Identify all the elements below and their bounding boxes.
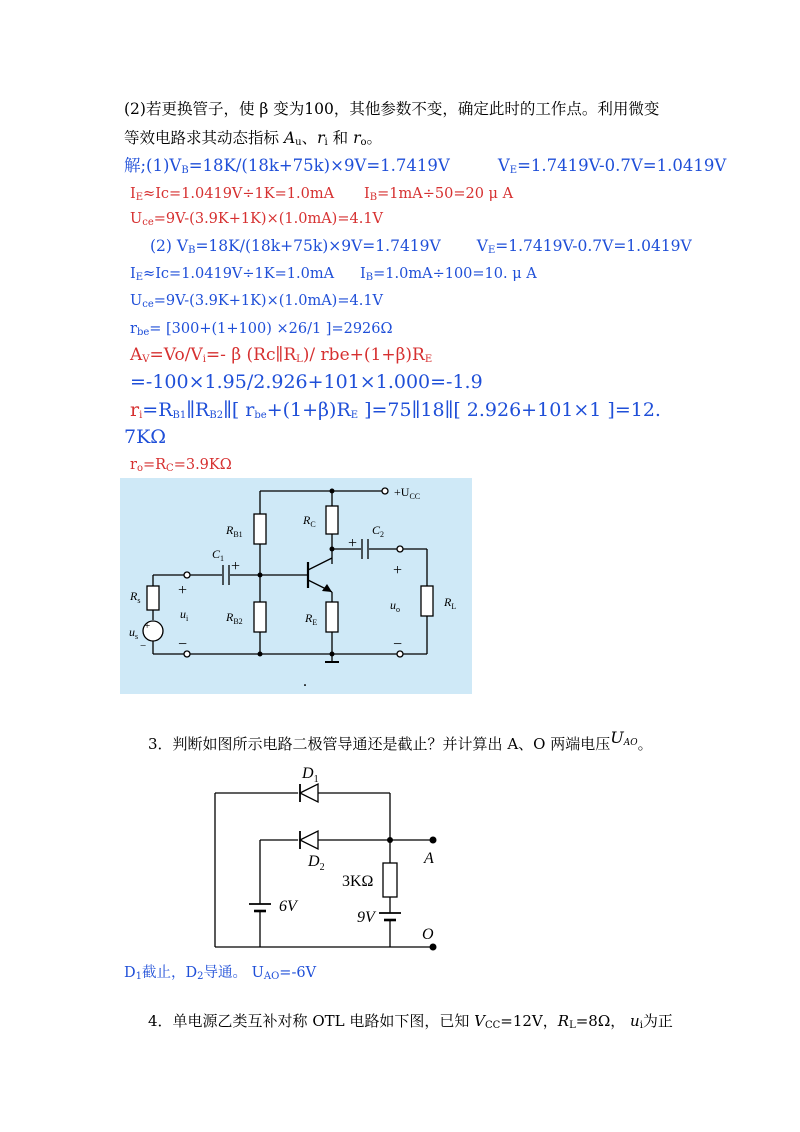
rl-label: $R_L$ — [444, 595, 457, 611]
solution-line3: $U_{ce}=9V-(3.9K+1K)\times(1.0mA)=4.1V$ — [130, 211, 384, 228]
input-minus-sign: − — [178, 636, 188, 653]
ro-line: $r_o=R_C=3.9K\Omega$ — [130, 457, 232, 474]
rs-label: $R_s$ — [130, 589, 141, 605]
us-label: $u_s$ — [129, 625, 139, 641]
q4-text: 4．单电源乙类互补对称 OTL 电路如下图，已知 $V_{CC}=12V$，$R_L=8\Omega$， $u_i$为正 — [148, 1012, 673, 1031]
q3-answer: $D_1$截止，$D_2$导通。 $U_{AO}=-6V$ — [124, 965, 317, 982]
c2-plus-sign: + — [348, 535, 358, 552]
uo-label: $u_o$ — [390, 598, 400, 614]
amplifier-circuit-diagram — [120, 478, 472, 694]
resistor-3k-label: 3KΩ — [342, 873, 374, 890]
ri-line2: 7KΩ — [124, 426, 167, 448]
d2-label: $D_2$ — [308, 853, 325, 873]
output-minus-sign: − — [393, 636, 403, 653]
output-plus-sign: + — [393, 562, 403, 579]
ui-label: $u_i$ — [180, 607, 189, 623]
part2-line3: $U_{ce}=9V-(3.9K+1K)\times(1.0mA)=4.1V$ — [130, 293, 384, 310]
battery-6v-label: 6V — [279, 898, 297, 915]
stray-dot: . — [303, 673, 307, 690]
rb1-label: $R_{B1}$ — [226, 523, 243, 539]
part2-line2: $I_E\approx Ic=1.0419V\div 1K=1.0mA$ $I_B=1.0mA\div 100=10$. μ A — [130, 266, 537, 283]
terminal-a-label: A — [424, 850, 434, 867]
av-calc-line: =-100×1.95/2.926+101×1.000=-1.9 — [130, 371, 483, 393]
input-plus-sign: + — [178, 582, 188, 599]
av-line: $A_V=Vo/V_i=-$ β $(Rc\parallel R_L)/$ $rbe+(1+\beta)R_E$ — [130, 345, 433, 365]
solution-line2: $I_E\approx Ic=1.0419V\div 1K=1.0mA$ $I_B=1mA\div 50=20$ μ A — [130, 186, 514, 203]
c1-plus-sign: + — [231, 558, 241, 575]
c2-label: $C_2$ — [372, 523, 385, 539]
terminal-o-label: O — [422, 926, 434, 943]
vcc-label: $+U_{CC}$ — [394, 485, 421, 501]
re-label: $R_E$ — [305, 611, 318, 627]
solution-line1: 解$;(1)V_B=18K/(18k+75k)\times 9V=1.7419V$ $V_E=1.7419V-0.7V=1.0419V$ — [124, 156, 727, 176]
q3-text: 3．判断如图所示电路二极管导通还是截止？并计算出 A、O 两端电压$U_{AO}$。 — [148, 728, 653, 753]
source-minus-sign: − — [140, 640, 147, 652]
diode-circuit-diagram — [200, 760, 450, 960]
q2-line2: 等效电路求其动态指标 $A_u$、$r_i$ 和 $r_o$。 — [124, 129, 383, 148]
part2-line1: (2) $V_B=18K/(18k+75k)\times 9V=1.7419V$ $V_E=1.7419V-0.7V=1.0419V$ — [150, 237, 692, 256]
source-plus-sign: + — [144, 620, 151, 632]
ri-line: $r_i=R_{B1}\parallel R_{B2}\parallel$[ $r_{be}+(1+\beta)R_E$ ]=75∥18∥[ 2.926+101×1 ]=12. — [130, 399, 661, 421]
battery-9v-label: 9V — [357, 909, 375, 926]
c1-label: $C_1$ — [212, 547, 225, 563]
q2-line1: (2)若更换管子，使 β 变为100，其他参数不变，确定此时的工作点。利用微变 — [124, 100, 660, 118]
d1-label: $D_1$ — [302, 765, 319, 785]
rc-label: $R_C$ — [303, 513, 316, 529]
rbe-line: $r_{be}= [300+(1+100) \times 26/1$ ]=2926Ω — [130, 321, 393, 338]
rb2-label: $R_{B2}$ — [226, 610, 243, 626]
